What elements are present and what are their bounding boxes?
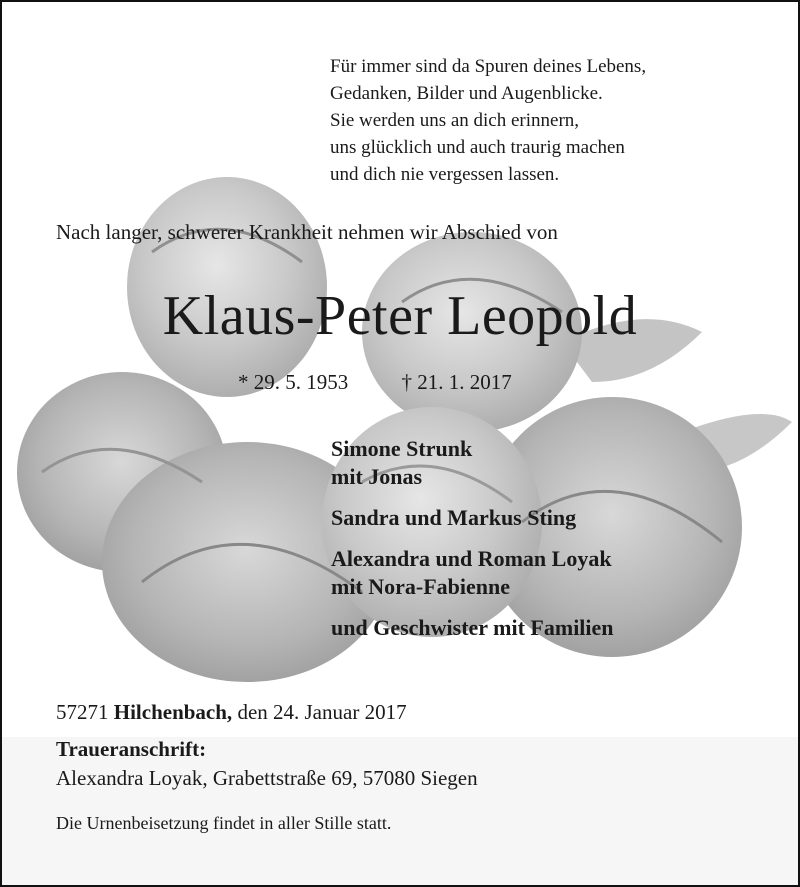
mourner-line: mit Nora-Fabienne [331, 574, 511, 599]
intro-text: Nach langer, schwerer Krankheit nehmen wir Abschied von [56, 220, 558, 244]
address-label: Traueranschrift: [56, 737, 207, 761]
poem-line: Für immer sind da Spuren deines Lebens, [330, 56, 647, 77]
place-date-line [56, 700, 407, 725]
notice-date: den 24. Januar 2017 [237, 700, 407, 724]
mourner-line: Alexandra und Roman Loyak [331, 546, 612, 571]
town: Hilchenbach, [113, 700, 233, 724]
postcode: 57271 [56, 700, 109, 724]
mourner-group [331, 545, 614, 601]
mourner-group [331, 435, 614, 491]
poem-line: uns glücklich und auch traurig machen [330, 137, 625, 158]
poem-line: und dich nie vergessen lassen. [330, 164, 560, 185]
burial-note: Die Urnenbeisetzung findet in aller Stille statt. [56, 813, 392, 833]
mourner-group [331, 614, 614, 642]
mourners-list [331, 435, 614, 655]
mourner-line: mit Jonas [331, 464, 423, 489]
life-dates [238, 370, 512, 395]
poem [330, 53, 646, 188]
death-date: † 21. 1. 2017 [401, 370, 512, 394]
mourner-line: und Geschwister mit Familien [331, 615, 614, 640]
deceased-name: Klaus-Peter Leopold [162, 285, 638, 347]
mourner-line: Sandra und Markus Sting [331, 505, 577, 530]
poem-line: Sie werden uns an dich erinnern, [330, 110, 580, 131]
birth-date: * 29. 5. 1953 [238, 370, 349, 394]
poem-line: Gedanken, Bilder und Augenblicke. [330, 83, 603, 104]
mourning-address: Alexandra Loyak, Grabettstraße 69, 57080 Siegen [56, 766, 478, 790]
mourner-group [331, 504, 614, 532]
mourner-line: Simone Strunk [331, 436, 473, 461]
